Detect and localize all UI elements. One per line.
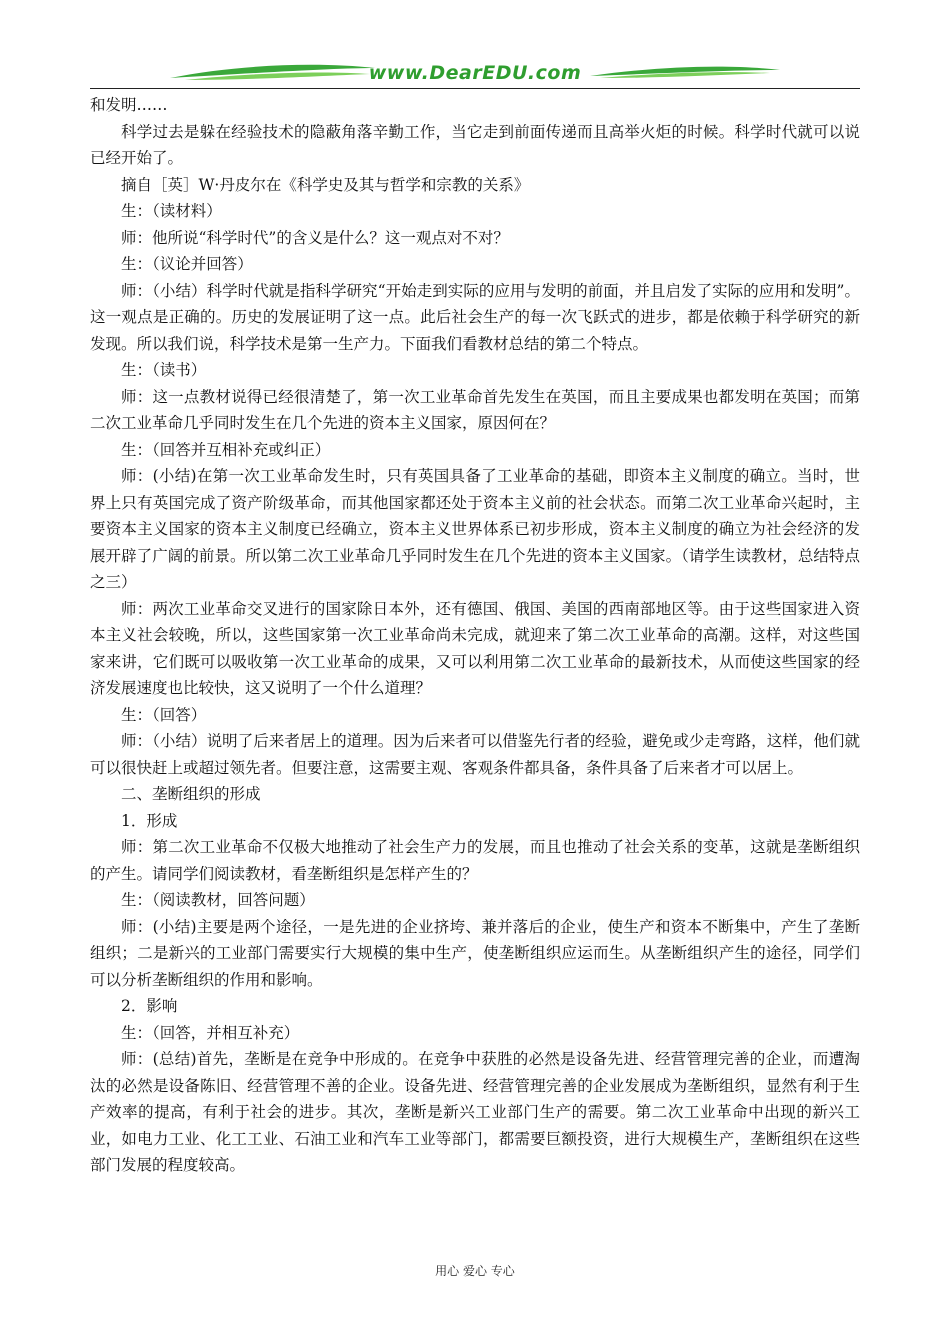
section-heading: 二、垄断组织的形成 bbox=[121, 785, 261, 803]
paragraph: 师：（小结）科学时代就是指科学研究“开始走到实际的应用与发明的前面，并且启发了实际的应用和发明”。这一观点是正确的。历史的发展证明了这一点。此后社会生产的每一次飞跃式的进步，都是依赖于科学研究的新发现。所以我们说，科学技术是第一生产力。下面我们看教材总结的第二个特点。 bbox=[90, 281, 860, 353]
subsection-heading: 1．形成 bbox=[121, 811, 178, 830]
subsection-heading: 2．影响 bbox=[121, 997, 178, 1015]
paragraph: 师：这一点教材说得已经很清楚了，第一次工业革命首先发生在英国，而且主要成果也都发明在英国；而第二次工业革命几乎同时发生在几个先进的资本主义国家，原因何在？ bbox=[90, 387, 860, 432]
page-footer: 用心 爱心 专心 bbox=[435, 1264, 515, 1278]
paragraph: 和发明…… bbox=[90, 96, 168, 114]
header-divider bbox=[90, 88, 860, 89]
paragraph: 师：两次工业革命交叉进行的国家除日本外，还有德国、俄国、美国的西南部地区等。由于这些国家进入资本主义社会较晚，所以，这些国家第一次工业革命尚未完成，就迎来了第二次工业革命的高潮。这样，对这些国家来讲，它们既可以吸收第一次工业革命的成果，又可以利用第二次工业革命的最新技术，从而使这些国家的经济发展速度也比较快，这又说明了一个什么道理？ bbox=[90, 599, 860, 697]
paragraph: 生：（读书） bbox=[121, 361, 207, 379]
paragraph: 生：（议论并回答） bbox=[121, 255, 253, 273]
paragraph: 师：(总结)首先，垄断是在竞争中形成的。在竞争中获胜的必然是设备先进、经营管理完善的企业，而遭淘汰的必然是设备陈旧、经营管理不善的企业。设备先进、经营管理完善的企业发展成为垄断组织，显然有利于生产效率的提高，有利于社会的进步。其次，垄断是新兴工业部门生产的需要。第二次工业革命中出现的新兴工业，如电力工业、化工工业、石油工业和汽车工业等部门，都需要巨额投资，进行大规模生产，垄断组织在这些部门发展的程度较高。 bbox=[90, 1050, 860, 1174]
site-logo-text: www.DearEDU.com bbox=[368, 62, 582, 84]
paragraph: 师：（小结）说明了后来者居上的道理。因为后来者可以借鉴先行者的经验，避免或少走弯路，这样，他们就可以很快赶上或超过领先者。但要注意，这需要主观、客观条件都具备，条件具备了后来者才可以居上。 bbox=[90, 732, 860, 777]
document-body bbox=[90, 92, 860, 1179]
paragraph: 科学过去是躲在经验技术的隐蔽角落辛勤工作，当它走到前面传递而且高举火炬的时候。科学时代就可以说已经开始了。 bbox=[90, 122, 860, 167]
paragraph: 师：他所说“科学时代”的含义是什么？这一观点对不对？ bbox=[121, 228, 509, 247]
paragraph: 生：（阅读教材，回答问题） bbox=[121, 891, 315, 909]
paragraph: 师：(小结)在第一次工业革命发生时，只有英国具备了工业革命的基础，即资本主义制度的确立。当时，世界上只有英国完成了资产阶级革命，而其他国家都还处于资本主义前的社会状态。而第二次工业革命兴起时，主要资本主义国家的资本主义制度已经确立，资本主义世界体系已初步形成，资本主义制度的确立为社会经济的发展开辟了广阔的前景。所以第二次工业革命几乎同时发生在几个先进的资本主义国家。（请学生读教材，总结特点之三） bbox=[90, 467, 860, 591]
paragraph: 师：第二次工业革命不仅极大地推动了社会生产力的发展，而且也推动了社会关系的变革，这就是垄断组织的产生。请同学们阅读教材，看垄断组织是怎样产生的？ bbox=[90, 838, 860, 883]
paragraph: 生：（读材料） bbox=[121, 202, 222, 220]
paragraph: 摘自［英］W·丹皮尔在《科学史及其与哲学和宗教的关系》 bbox=[121, 175, 530, 194]
paragraph: 生：（回答，并相互补充） bbox=[121, 1023, 300, 1042]
paragraph: 生：（回答） bbox=[121, 705, 207, 724]
paragraph: 师：(小结)主要是两个途径，一是先进的企业挤垮、兼并落后的企业，使生产和资本不断集中，产生了垄断组织；二是新兴的工业部门需要实行大规模的集中生产，使垄断组织应运而生。从垄断组织产生的途径，同学们可以分析垄断组织的作用和影响。 bbox=[90, 917, 860, 989]
paragraph: 生：（回答并互相补充或纠正） bbox=[121, 440, 331, 459]
site-header-logo bbox=[90, 56, 860, 90]
